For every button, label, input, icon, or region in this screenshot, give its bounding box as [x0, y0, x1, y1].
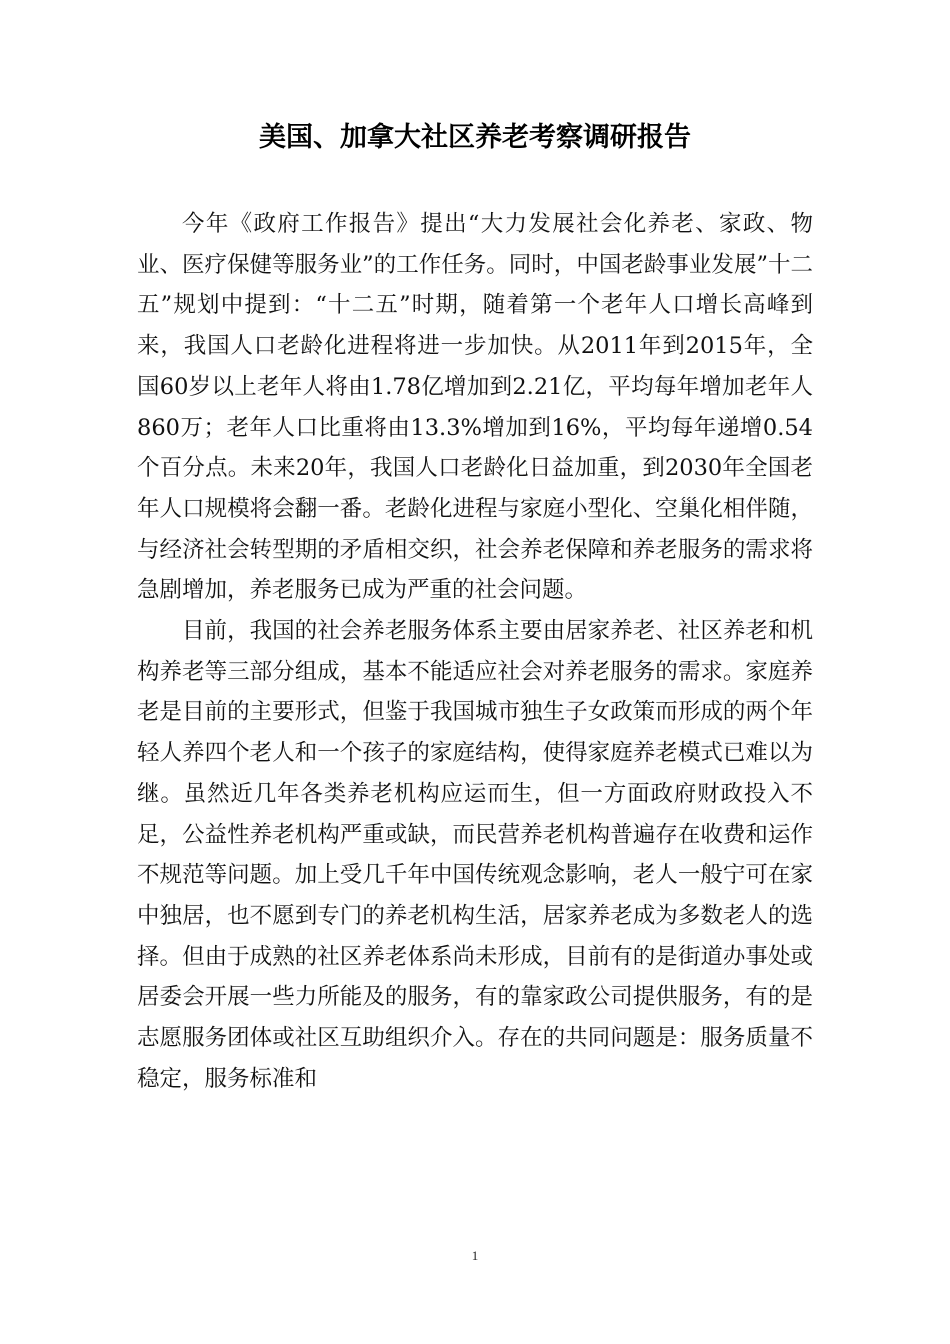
paragraph-2: 目前，我国的社会养老服务体系主要由居家养老、社区养老和机构养老等三部分组成，基本不能适应社会对养老服务的需求。家庭养老是目前的主要形式，但鉴于我国城市独生子女政策而形成的两个年轻人养四个老人和一个孩子的家庭结构，使得家庭养老模式已难以为继。虽然近几年各类养老机构应运而生，但一方面政府财政投入不足，公益性养老机构严重或缺，而民营养老机构普遍存在收费和运作不规范等问题。加上受几千年中国传统观念影响，老人一般宁可在家中独居，也不愿到专门的养老机构生活，居家养老成为多数老人的选择。但由于成熟的社区养老体系尚未形成，目前有的是街道办事处或居委会开展一些力所能及的服务，有的靠家政公司提供服务，有的是志愿服务团体或社区互助组织介入。存在的共同问题是：服务质量不稳定，服务标准和 [137, 618, 813, 1092]
document-title: 美国、加拿大社区养老考察调研报告 [259, 122, 691, 153]
document-body [137, 204, 813, 1099]
page-number: 1 [471, 1248, 479, 1263]
paragraph-1: 今年《政府工作报告》提出“大力发展社会化养老、家政、物业、医疗保健等服务业”的工作任务。同时，中国老龄事业发展”十二五”规划中提到：“十二五”时期，随着第一个老年人口增长高峰到来，我国人口老龄化进程将进一步加快。从2011年到2015年，全国60岁以上老年人将由1.78亿增加到2.21亿，平均每年增加老年人860万；老年人口比重将由13.3%增加到16%，平均每年递增0.54个百分点。未来20年，我国人口老龄化日益加重，到2030年全国老年人口规模将会翻一番。老龄化进程与家庭小型化、空巢化相伴随，与经济社会转型期的矛盾相交织，社会养老保障和养老服务的需求将急剧增加，养老服务已成为严重的社会问题。 [137, 211, 813, 604]
